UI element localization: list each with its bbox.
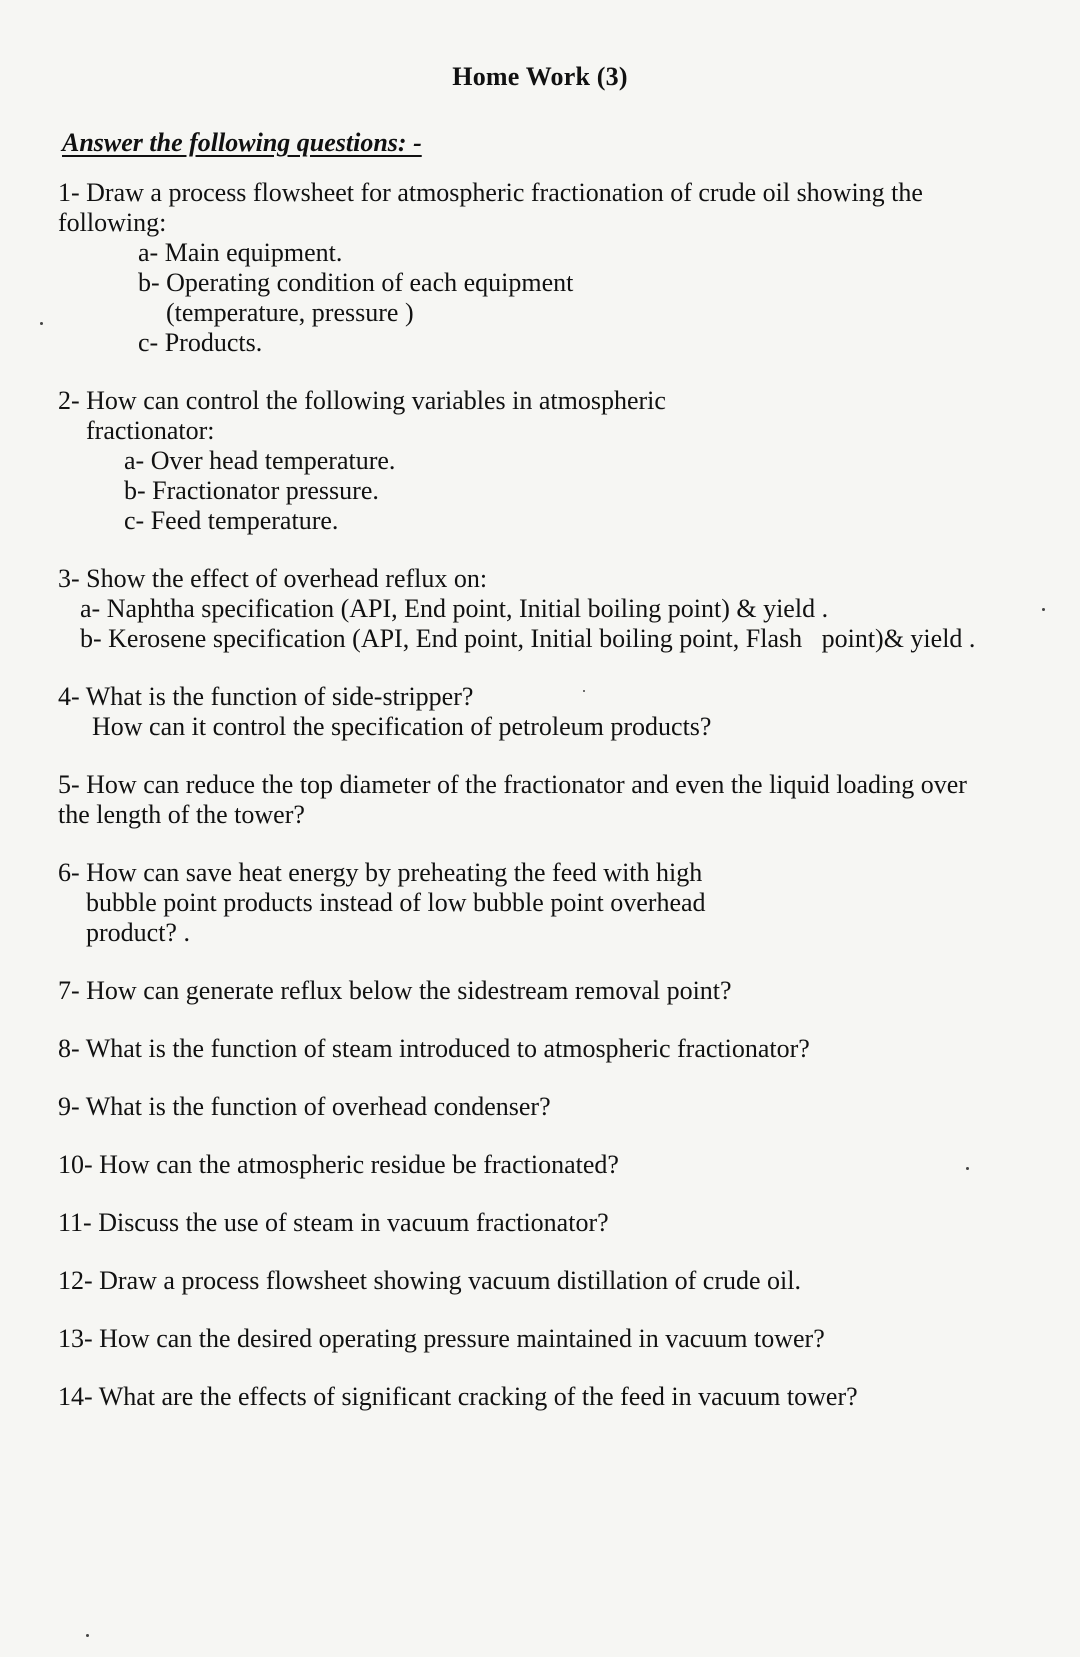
scan-speck (86, 1634, 89, 1637)
instruction-heading: Answer the following questions: - (62, 128, 422, 157)
q9: 9- What is the function of overhead condenser? (58, 1092, 551, 1121)
scan-speck (966, 1167, 969, 1170)
q2-item-b: b- Fractionator pressure. (124, 476, 379, 505)
q2-line1: 2- How can control the following variables in atmospheric (58, 386, 666, 415)
q3-line1: 3- Show the effect of overhead reflux on: (58, 564, 488, 593)
q7: 7- How can generate reflux below the sidestream removal point? (58, 976, 732, 1005)
scan-speck (1042, 608, 1045, 611)
q4-line1: 4- What is the function of side-stripper? (58, 682, 474, 711)
q11: 11- Discuss the use of steam in vacuum fractionator? (58, 1208, 609, 1237)
q3-item-a: a- Naphtha specification (API, End point, Initial boiling point) & yield . (80, 594, 829, 623)
q1-item-a: a- Main equipment. (138, 238, 343, 267)
q3-item-b: b- Kerosene specification (API, End point, Initial boiling point, Flash point)& yield . (80, 624, 976, 653)
q1-line2: following: (58, 208, 167, 237)
scan-speck (40, 322, 43, 325)
q13: 13- How can the desired operating pressure maintained in vacuum tower? (58, 1324, 825, 1353)
q14: 14- What are the effects of significant cracking of the feed in vacuum tower? (58, 1382, 858, 1411)
q2-item-c: c- Feed temperature. (124, 506, 339, 535)
q6-line1: 6- How can save heat energy by preheating the feed with high (58, 858, 703, 887)
scan-speck (583, 690, 585, 692)
q6-line2: bubble point products instead of low bubble point overhead (86, 888, 706, 917)
q2-item-a: a- Over head temperature. (124, 446, 396, 475)
q4-line2: How can it control the specification of petroleum products? (92, 712, 712, 741)
q1-item-c: c- Products. (138, 328, 263, 357)
q6-line3: product? . (86, 918, 190, 947)
q10: 10- How can the atmospheric residue be fractionated? (58, 1150, 619, 1179)
q1-item-b: b- Operating condition of each equipment (138, 268, 574, 297)
q2-line2: fractionator: (86, 416, 215, 445)
q1-line1: 1- Draw a process flowsheet for atmospheric fractionation of crude oil showing the (58, 178, 923, 207)
page-title: Home Work (3) (452, 62, 628, 91)
q12: 12- Draw a process flowsheet showing vacuum distillation of crude oil. (58, 1266, 801, 1295)
q1-item-b-detail: (temperature, pressure ) (166, 298, 414, 327)
q5-line1: 5- How can reduce the top diameter of the fractionator and even the liquid loading over (58, 770, 967, 799)
q8: 8- What is the function of steam introduced to atmospheric fractionator? (58, 1034, 810, 1063)
q5-line2: the length of the tower? (58, 800, 305, 829)
